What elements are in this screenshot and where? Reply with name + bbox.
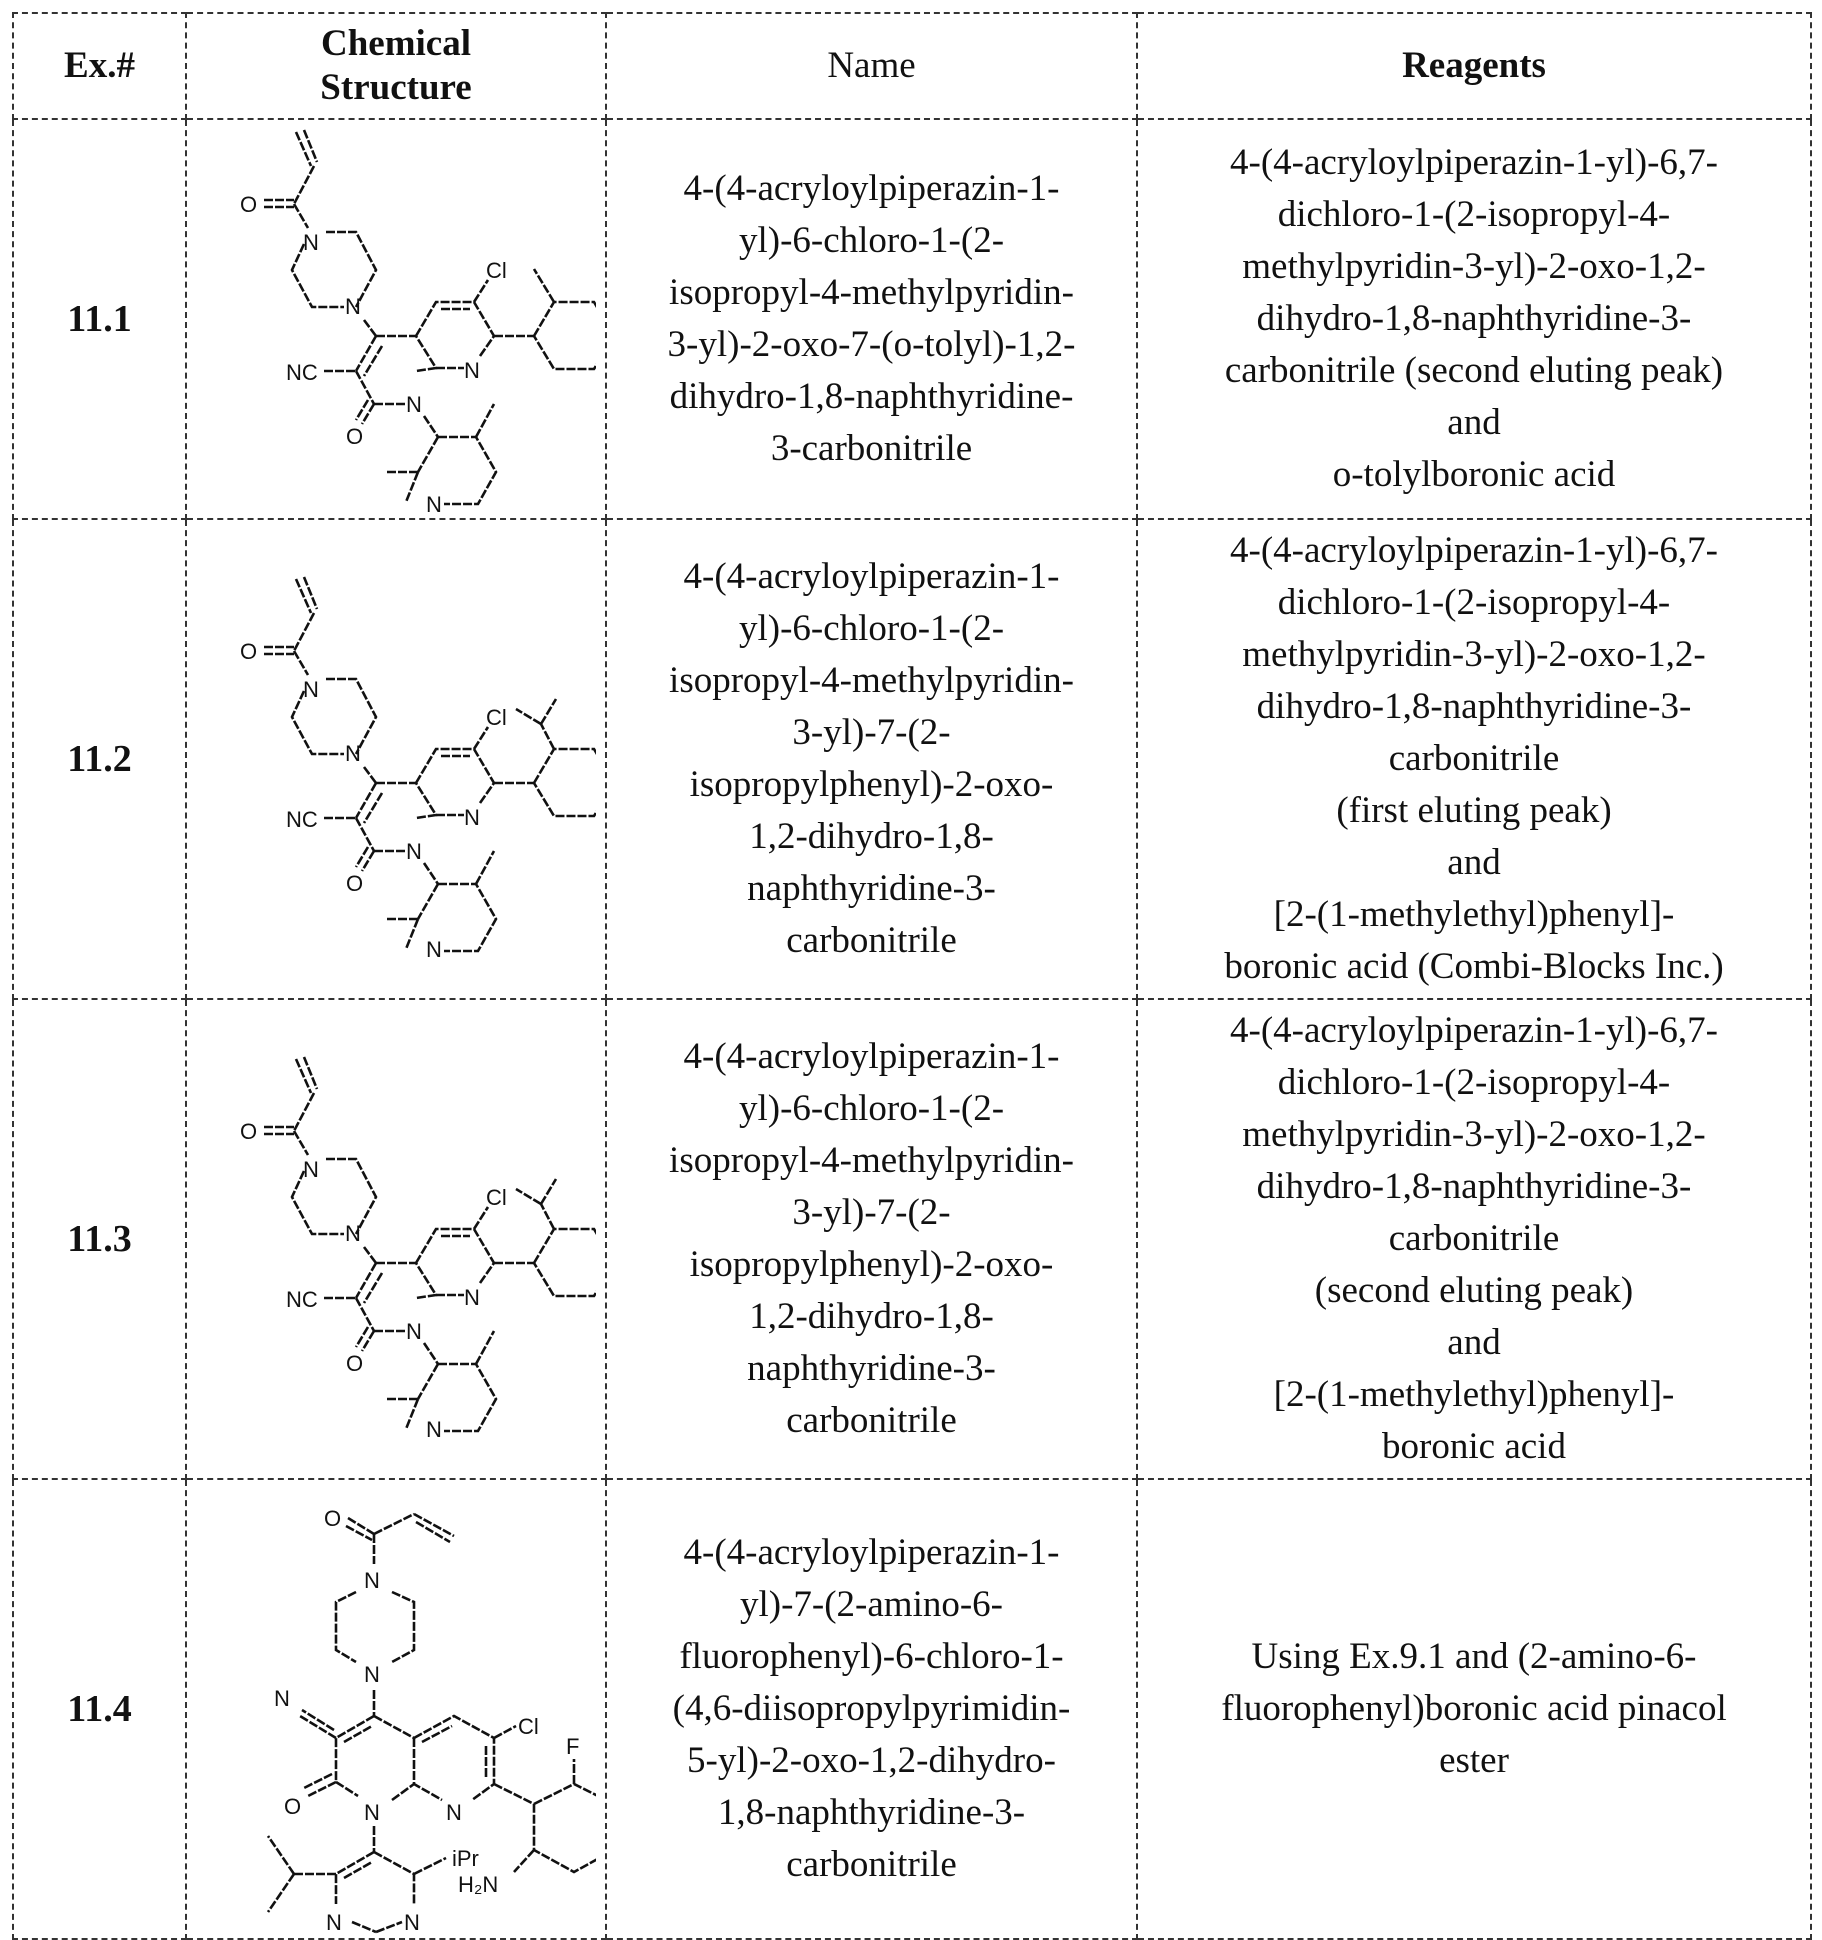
reagents: 4-(4-acryloylpiperazin-1-yl)-6,7- dichloro-1-(2-isopropyl-4- methylpyridin-3-yl)-2-oxo-1,2- dihydro-1,8-naphthyridine-3- carbonitrile (second eluting peak) and [2-(1-methylethyl)phenyl]- boronic acid — [1137, 999, 1811, 1479]
svg-text:O: O — [346, 1351, 364, 1376]
chemical-structure-11-4-icon — [196, 1484, 596, 1934]
svg-text:O: O — [240, 1119, 258, 1144]
header-structure: Chemical Structure — [186, 13, 606, 119]
svg-text:O: O — [240, 639, 258, 664]
svg-text:N: N — [364, 1568, 380, 1593]
compound-name: 4-(4-acryloylpiperazin-1- yl)-6-chloro-1-(2- isopropyl-4-methylpyridin- 3-yl)-2-oxo-7-(o-tolyl)-1,2- dihydro-1,8-naphthyridine- 3-carbonitrile — [606, 119, 1137, 519]
table-row — [13, 119, 1811, 519]
svg-text:N: N — [464, 358, 480, 383]
table-row — [13, 999, 1811, 1479]
compound-name: 4-(4-acryloylpiperazin-1- yl)-6-chloro-1-(2- isopropyl-4-methylpyridin- 3-yl)-7-(2- isopropylphenyl)-2-oxo- 1,2-dihydro-1,8- naphthyridine-3- carbonitrile — [606, 999, 1137, 1479]
svg-text:N: N — [464, 1285, 480, 1310]
svg-text:O: O — [346, 871, 364, 896]
svg-text:NC: NC — [286, 807, 318, 832]
reagents: 4-(4-acryloylpiperazin-1-yl)-6,7- dichloro-1-(2-isopropyl-4- methylpyridin-3-yl)-2-oxo-1,2- dihydro-1,8-naphthyridine-3- carbonitrile (first eluting peak) and [2-(1-methylethyl)phenyl]- boronic acid (Combi-Blocks Inc.) — [1137, 519, 1811, 999]
svg-text:O: O — [346, 424, 364, 449]
table-row — [13, 519, 1811, 999]
svg-text:N: N — [326, 1910, 342, 1934]
table-header-row — [13, 13, 1811, 119]
svg-text:N: N — [303, 1157, 319, 1182]
chemical-structure-cell — [186, 1479, 606, 1939]
svg-text:N: N — [303, 230, 319, 255]
svg-text:N: N — [345, 294, 361, 319]
svg-text:Cl: Cl — [486, 258, 507, 283]
reagents: 4-(4-acryloylpiperazin-1-yl)-6,7- dichloro-1-(2-isopropyl-4- methylpyridin-3-yl)-2-oxo-1,2- dihydro-1,8-naphthyridine-3- carbonitrile (second eluting peak) and o-tolylboronic acid — [1137, 119, 1811, 519]
svg-text:N: N — [426, 492, 442, 514]
chemical-structure-11-3-icon — [196, 1039, 596, 1439]
compound-name: 4-(4-acryloylpiperazin-1- yl)-6-chloro-1-(2- isopropyl-4-methylpyridin- 3-yl)-7-(2- isopropylphenyl)-2-oxo- 1,2-dihydro-1,8- naphthyridine-3- carbonitrile — [606, 519, 1137, 999]
examples-table — [12, 12, 1812, 1940]
svg-text:iPr: iPr — [452, 1846, 479, 1871]
svg-text:N: N — [426, 937, 442, 959]
svg-text:N: N — [303, 677, 319, 702]
reagents: Using Ex.9.1 and (2-amino-6- fluorophenyl)boronic acid pinacol ester — [1137, 1479, 1811, 1939]
svg-text:N: N — [364, 1800, 380, 1825]
svg-text:NC: NC — [286, 1287, 318, 1312]
svg-text:H₂N: H₂N — [458, 1872, 499, 1897]
svg-text:NC: NC — [286, 360, 318, 385]
svg-text:N: N — [406, 392, 422, 417]
chemical-structure-cell — [186, 999, 606, 1479]
chemical-structure-11-1-icon — [196, 124, 596, 514]
example-number: 11.3 — [13, 999, 186, 1479]
svg-text:N: N — [464, 805, 480, 830]
svg-text:N: N — [446, 1800, 462, 1825]
header-name: Name — [606, 13, 1137, 119]
svg-text:N: N — [274, 1686, 290, 1711]
chemical-structure-11-2-icon — [196, 559, 596, 959]
chemical-structure-cell — [186, 519, 606, 999]
svg-text:N: N — [426, 1417, 442, 1439]
header-reagents: Reagents — [1137, 13, 1811, 119]
svg-text:O: O — [324, 1506, 342, 1531]
svg-text:N: N — [404, 1910, 420, 1934]
example-number: 11.4 — [13, 1479, 186, 1939]
svg-text:Cl: Cl — [486, 705, 507, 730]
svg-text:O: O — [284, 1794, 302, 1819]
svg-text:N: N — [406, 839, 422, 864]
header-ex: Ex.# — [13, 13, 186, 119]
example-number: 11.1 — [13, 119, 186, 519]
svg-text:N: N — [345, 1221, 361, 1246]
svg-text:Cl: Cl — [518, 1714, 539, 1739]
svg-text:O: O — [240, 192, 258, 217]
example-number: 11.2 — [13, 519, 186, 999]
table-row — [13, 1479, 1811, 1939]
svg-text:Cl: Cl — [486, 1185, 507, 1210]
svg-text:F: F — [566, 1734, 580, 1759]
svg-text:N: N — [345, 741, 361, 766]
compound-name: 4-(4-acryloylpiperazin-1- yl)-7-(2-amino-6- fluorophenyl)-6-chloro-1- (4,6-diisopropylpyrimidin- 5-yl)-2-oxo-1,2-dihydro- 1,8-naphthyridine-3- carbonitrile — [606, 1479, 1137, 1939]
chemical-structure-cell — [186, 119, 606, 519]
svg-text:N: N — [406, 1319, 422, 1344]
svg-text:N: N — [364, 1662, 380, 1687]
